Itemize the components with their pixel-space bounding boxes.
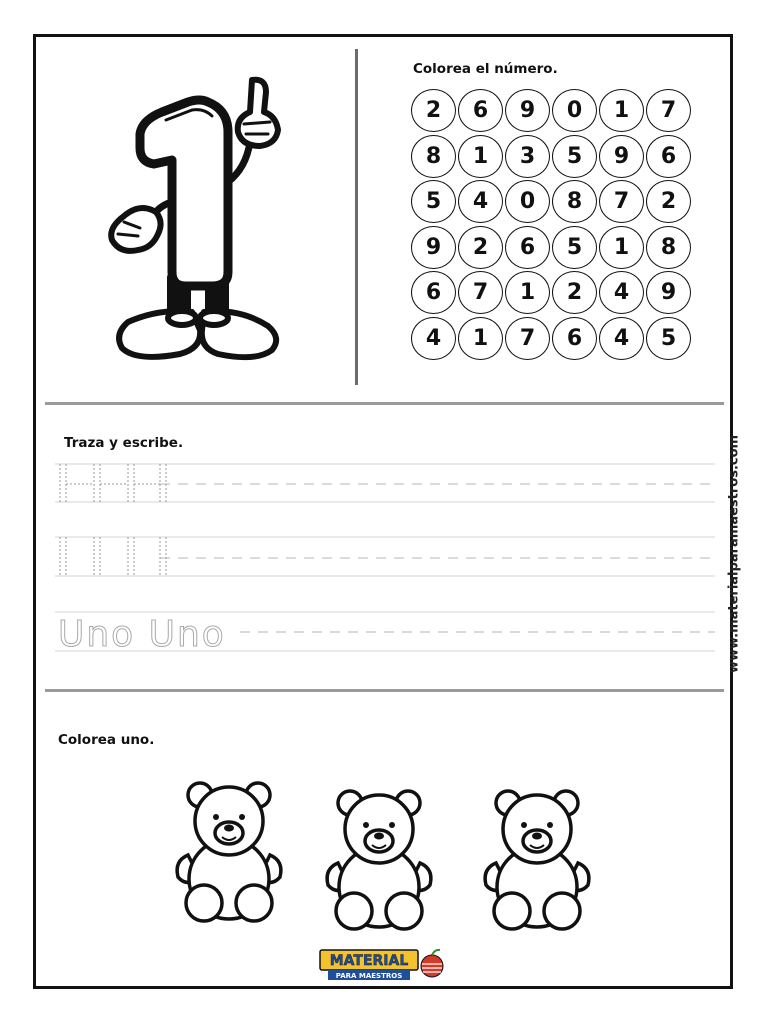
number-circle[interactable]: 8 xyxy=(552,180,597,223)
number-circle[interactable]: 4 xyxy=(411,317,456,360)
number-circle[interactable]: 0 xyxy=(505,180,550,223)
number-circle[interactable]: 1 xyxy=(599,226,644,269)
number-circle[interactable]: 7 xyxy=(505,317,550,360)
teddy-bears-group xyxy=(170,775,610,935)
number-circle[interactable]: 9 xyxy=(505,89,550,132)
number-circle[interactable]: 2 xyxy=(458,226,503,269)
number-circle[interactable]: 0 xyxy=(552,89,597,132)
number-circle[interactable]: 5 xyxy=(552,226,597,269)
number-circle[interactable]: 1 xyxy=(458,317,503,360)
number-circle[interactable]: 6 xyxy=(411,271,456,314)
trace-word-line: Uno Uno xyxy=(58,614,226,655)
number-circle[interactable]: 4 xyxy=(458,180,503,223)
color-number-title: Colorea el número. xyxy=(413,61,558,77)
number-circle[interactable]: 8 xyxy=(646,226,691,269)
number-circle[interactable]: 9 xyxy=(411,226,456,269)
svg-text:MATERIAL: MATERIAL xyxy=(329,953,409,969)
color-one-title: Colorea uno. xyxy=(58,732,155,748)
website-watermark xyxy=(727,434,741,674)
svg-text:PARA MAESTROS: PARA MAESTROS xyxy=(335,972,403,980)
number-circle[interactable]: 1 xyxy=(505,271,550,314)
number-circle[interactable]: 7 xyxy=(458,271,503,314)
number-circle[interactable]: 6 xyxy=(552,317,597,360)
number-circle[interactable]: 5 xyxy=(552,135,597,178)
teddy-bear-icon[interactable] xyxy=(327,791,431,929)
horizontal-divider-bottom xyxy=(45,689,724,692)
number-circle[interactable]: 5 xyxy=(646,317,691,360)
number-circle[interactable]: 7 xyxy=(646,89,691,132)
teddy-bear-icon[interactable] xyxy=(485,791,589,929)
number-circle[interactable]: 8 xyxy=(411,135,456,178)
number-circle[interactable]: 6 xyxy=(505,226,550,269)
number-circle[interactable]: 1 xyxy=(458,135,503,178)
website-watermark-text: www.materialparamaestros.com xyxy=(726,434,742,674)
number-circle[interactable]: 9 xyxy=(646,271,691,314)
teddy-bear-icon[interactable] xyxy=(177,783,281,921)
number-circle[interactable]: 2 xyxy=(411,89,456,132)
number-circle[interactable]: 4 xyxy=(599,271,644,314)
material-para-maestros-logo xyxy=(318,946,448,982)
number-circle[interactable]: 3 xyxy=(505,135,550,178)
number-circle[interactable]: 7 xyxy=(599,180,644,223)
number-circle[interactable]: 6 xyxy=(646,135,691,178)
number-circle[interactable]: 9 xyxy=(599,135,644,178)
number-circle[interactable]: 5 xyxy=(411,180,456,223)
number-circle[interactable]: 2 xyxy=(552,271,597,314)
number-circle[interactable]: 6 xyxy=(458,89,503,132)
number-circle[interactable]: 1 xyxy=(599,89,644,132)
number-circle[interactable]: 2 xyxy=(646,180,691,223)
trace-title: Traza y escribe. xyxy=(64,435,184,451)
number-circle[interactable]: 4 xyxy=(599,317,644,360)
